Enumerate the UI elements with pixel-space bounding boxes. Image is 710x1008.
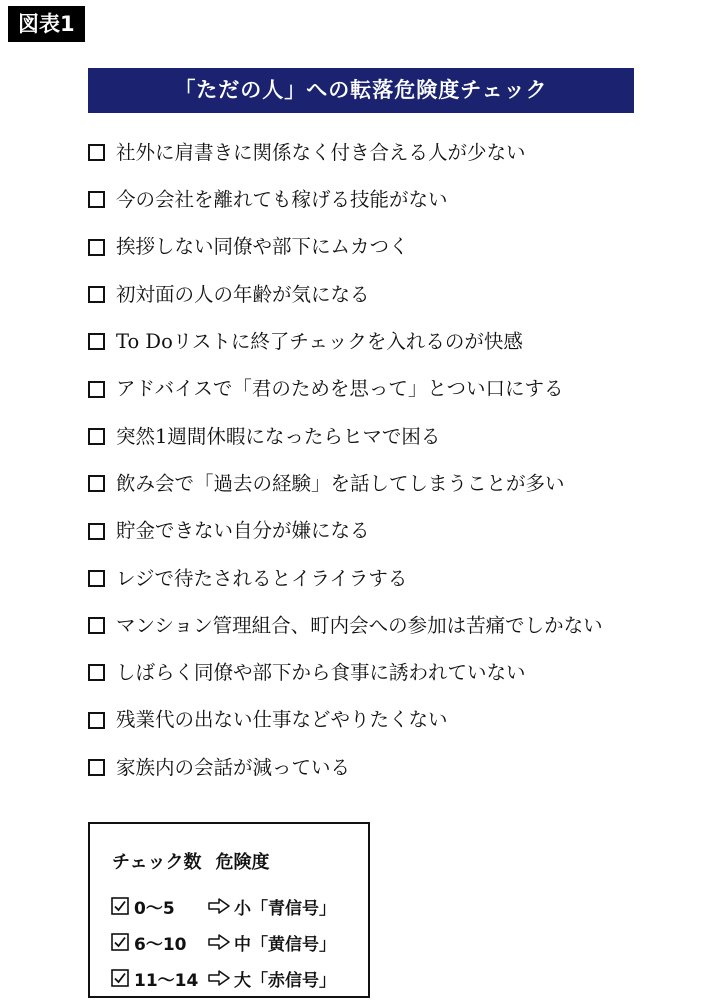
checklist-item-text: 突然1週間休暇になったらヒマで困る [116, 424, 441, 448]
score-range: 6～10 [134, 934, 187, 955]
checklist-item-text: 社外に肩書きに関係なく付き合える人が少ない [116, 140, 526, 164]
score-legend-header [112, 848, 269, 874]
checklist-item [88, 697, 678, 744]
risk-level: 中「黄信号」 [234, 934, 336, 955]
risk-level-label: 危険度 [215, 852, 270, 873]
checklist-item [88, 176, 678, 223]
checklist-item [88, 507, 678, 554]
checklist-item [88, 555, 678, 602]
checklist-item-text: To Doリストに終了チェックを入れるのが快感 [116, 330, 523, 354]
checklist-item-text: レジで待たされるとイライラする [116, 566, 408, 590]
checklist-item [88, 318, 678, 365]
checklist-item-text: 挨拶しない同僚や部下にムカつく [116, 235, 409, 259]
score-row [110, 960, 336, 996]
checklist [88, 129, 678, 791]
checklist-item-text: アドバイスで「君のためを思って」とつい口にする [116, 377, 564, 401]
score-range: 0～5 [134, 898, 175, 919]
checklist-item-text: 家族内の会話が減っている [116, 755, 351, 779]
checklist-item [88, 224, 678, 271]
checked-box-icon [110, 932, 130, 952]
checkbox-icon[interactable] [88, 191, 105, 208]
checkbox-icon[interactable] [88, 759, 105, 776]
checkbox-icon[interactable] [88, 712, 105, 729]
checkbox-icon[interactable] [88, 523, 105, 540]
checklist-item [88, 744, 678, 791]
checklist-item [88, 365, 678, 412]
checklist-item [88, 602, 678, 649]
right-arrow-icon [208, 933, 230, 951]
checkbox-icon[interactable] [88, 570, 105, 587]
checklist-item-text: 初対面の人の年齢が気になる [116, 282, 370, 306]
score-legend-box [88, 822, 370, 998]
risk-level: 小「青信号」 [234, 898, 336, 919]
checkbox-icon[interactable] [88, 286, 105, 303]
checkbox-icon[interactable] [88, 475, 105, 492]
checklist-item [88, 413, 678, 460]
checklist-title: 「ただの人」への転落危険度チェック [88, 68, 634, 113]
checklist-item-text: しばらく同僚や部下から食事に誘われていない [116, 661, 526, 685]
risk-level: 大「赤信号」 [234, 970, 336, 991]
score-row [110, 924, 336, 960]
figure-label: 図表1 [8, 6, 85, 42]
checklist-item-text: 飲み会で「過去の経験」を話してしまうことが多い [116, 471, 565, 495]
checklist-item-text: 今の会社を離れても稼げる技能がない [116, 188, 448, 212]
right-arrow-icon [208, 897, 230, 915]
checkbox-icon[interactable] [88, 381, 105, 398]
checklist-item [88, 649, 678, 696]
checked-box-icon [110, 896, 130, 916]
checkbox-icon[interactable] [88, 239, 105, 256]
checklist-item-text: マンション管理組合、町内会への参加は苦痛でしかない [116, 613, 603, 637]
checklist-item-text: 残業代の出ない仕事などやりたくない [116, 708, 448, 732]
checklist-item-text: 貯金できない自分が嫌になる [116, 519, 370, 543]
checklist-item [88, 129, 678, 176]
score-row [110, 888, 336, 924]
checklist-item [88, 271, 678, 318]
checkbox-icon[interactable] [88, 333, 105, 350]
score-range: 11～14 [134, 970, 199, 991]
checkbox-icon[interactable] [88, 617, 105, 634]
score-rows [110, 888, 336, 996]
checkbox-icon[interactable] [88, 664, 105, 681]
checkbox-icon[interactable] [88, 428, 105, 445]
check-count-label: チェック数 [112, 852, 202, 873]
checked-box-icon [110, 968, 130, 988]
checklist-item [88, 460, 678, 507]
checkbox-icon[interactable] [88, 144, 105, 161]
right-arrow-icon [208, 969, 230, 987]
